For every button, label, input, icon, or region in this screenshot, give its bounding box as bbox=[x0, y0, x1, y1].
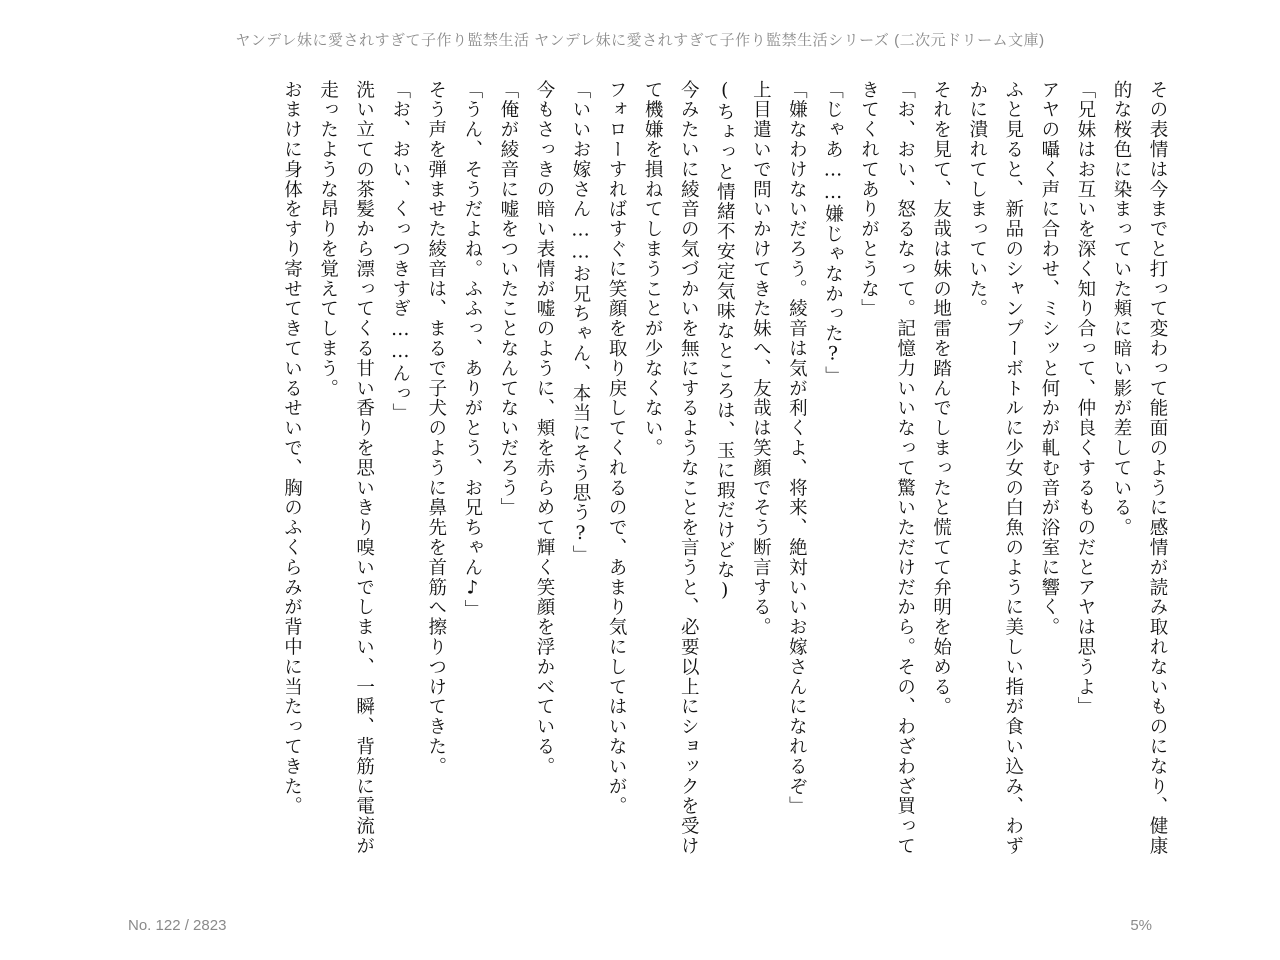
text-column bbox=[959, 80, 1031, 870]
paragraph: 今もさっきの暗い表情が嘘のように、頬を赤らめて輝く笑顔を浮かべている。 bbox=[533, 80, 555, 777]
text-column bbox=[706, 80, 742, 870]
text-column bbox=[742, 80, 778, 870]
text-column bbox=[562, 80, 598, 870]
paragraph: (ちょっと情緒不安定気味なところは、玉に瑕だけどな) bbox=[714, 80, 736, 603]
text-column bbox=[1103, 80, 1175, 870]
text-column bbox=[778, 80, 814, 870]
paragraph: アヤの囁く声に合わせ、ミシッと何かが軋む音が浴室に響く。 bbox=[1038, 80, 1060, 638]
paragraph: 「じゃあ……嫌じゃなかった?」 bbox=[822, 80, 844, 386]
book-title: ヤンデレ妹に愛されすぎて子作り監禁生活 ヤンデレ妹に愛されすぎて子作り監禁生活シリーズ (二次元ドリーム文庫) bbox=[235, 31, 1045, 49]
text-column bbox=[1067, 80, 1103, 870]
paragraph: それを見て、友哉は妹の地雷を踏んでしまったと慌てて弁明を始める。 bbox=[930, 80, 952, 717]
text-column bbox=[490, 80, 526, 870]
paragraph: 「俺が綾音に嘘をついたことなんてないだろう」 bbox=[497, 80, 519, 518]
paragraph: 洗い立ての茶髪から漂ってくる甘い香りを思いきり嗅いでしまい、一瞬、背筋に電流が走ったような昂りを覚えてしまう。 bbox=[317, 80, 375, 857]
text-column bbox=[923, 80, 959, 870]
paragraph: 「お、おい、くっつきすぎ……んっ」 bbox=[389, 80, 411, 424]
paragraph: ふと見ると、新品のシャンプーボトルに少女の白魚のように美しい指が食い込み、わずかに潰れてしまっていた。 bbox=[966, 80, 1024, 857]
paragraph: 「嫌なわけないだろう。綾音は気が利くよ、将来、絶対いいお嫁さんになれるぞ」 bbox=[786, 80, 808, 817]
reader-footer bbox=[0, 890, 1280, 960]
paragraph: そう声を弾ませた綾音は、まるで子犬のように鼻先を首筋へ擦りつけてきた。 bbox=[425, 80, 447, 777]
paragraph: 「いいお嫁さん……お兄ちゃん、本当にそう思う?」 bbox=[570, 80, 591, 566]
text-column bbox=[850, 80, 922, 870]
text-column bbox=[382, 80, 418, 870]
text-column bbox=[273, 80, 309, 870]
text-column bbox=[1031, 80, 1067, 870]
reading-progress-label: 5% bbox=[1130, 916, 1152, 934]
paragraph: 今みたいに綾音の気づかいを無にするようなことを言うと、必要以上にショックを受けて機嫌を損ねてしまうことが少なくない。 bbox=[642, 80, 700, 857]
paragraph: その表情は今までと打って変わって能面のように感情が読み取れないものになり、健康的な桜色に染まっていた頬に暗い影が差している。 bbox=[1110, 80, 1168, 857]
text-column bbox=[598, 80, 634, 870]
paragraph: おまけに身体をすり寄せてきているせいで、胸のふくらみが背中に当たってきた。 bbox=[281, 80, 303, 817]
page-text-body bbox=[100, 80, 1175, 870]
paragraph: フォローすればすぐに笑顔を取り戻してくれるので、あまり気にしてはいないが。 bbox=[606, 80, 628, 817]
reader-header bbox=[0, 0, 1280, 78]
text-column bbox=[634, 80, 706, 870]
paragraph: 上目遣いで問いかけてきた妹へ、友哉は笑顔でそう断言する。 bbox=[750, 80, 772, 638]
text-column bbox=[454, 80, 490, 870]
text-column bbox=[418, 80, 454, 870]
text-column bbox=[526, 80, 562, 870]
page-position-label: No. 122 / 2823 bbox=[128, 916, 227, 934]
text-column bbox=[814, 80, 850, 870]
paragraph: 「兄妹はお互いを深く知り合って、仲良くするものだとアヤは思うよ」 bbox=[1074, 80, 1096, 717]
paragraph: 「うん、そうだよね。ふふっ、ありがとう、お兄ちゃん♪」 bbox=[461, 80, 483, 620]
paragraph: 「お、おい、怒るなって。記憶力いいなって驚いただけだから。その、わざわざ買ってきてくれてありがとうな」 bbox=[858, 80, 916, 857]
text-column bbox=[310, 80, 382, 870]
